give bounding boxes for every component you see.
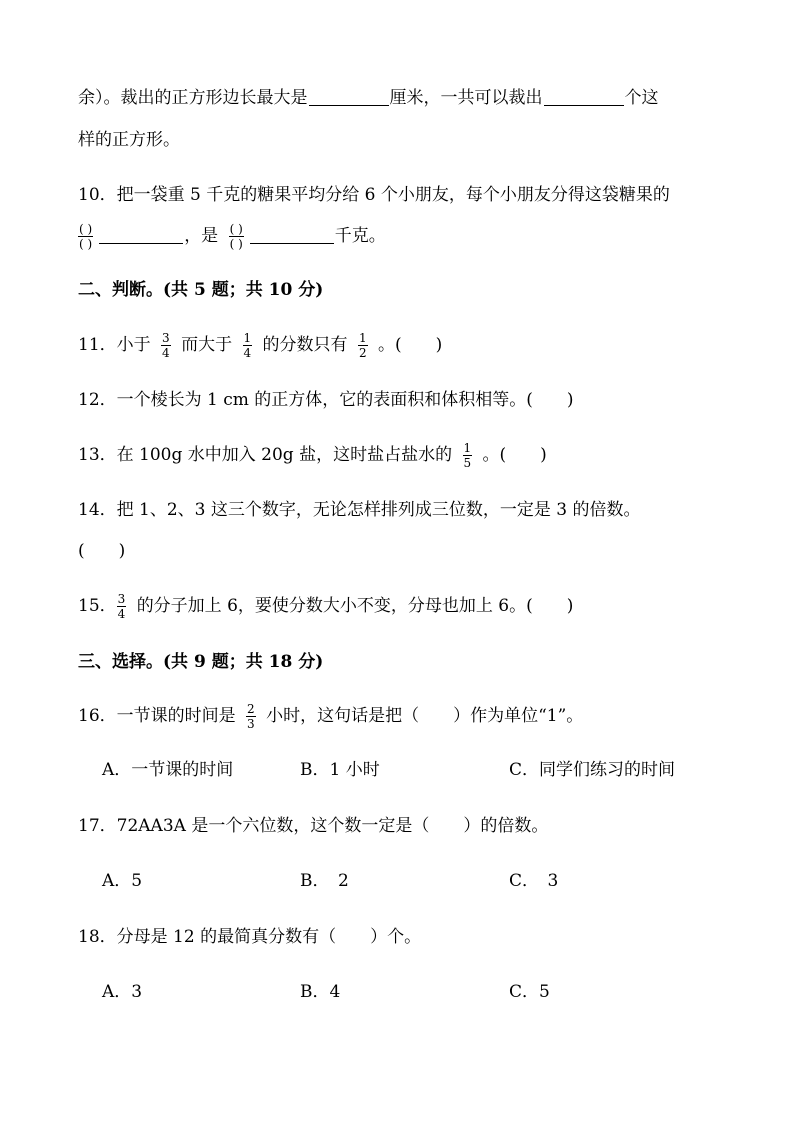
q14-line-2: ( ) bbox=[78, 541, 126, 561]
q10-blank-2[interactable] bbox=[250, 225, 334, 244]
q17-option-a[interactable]: A．5 bbox=[102, 871, 143, 891]
section-judge-title: 二、判断。(共 5 题；共 10 分) bbox=[78, 280, 324, 300]
q9-end-line-2 bbox=[78, 128, 180, 152]
q16-option-c[interactable]: C．同学们练习的时间 bbox=[509, 760, 676, 780]
q11-mid-1: 而大于 bbox=[181, 335, 233, 355]
q17-option-b[interactable]: B． 2 bbox=[300, 871, 349, 891]
q10-fraction-blank-1[interactable]: $\frac{( )}{( )}$ bbox=[79, 222, 93, 251]
q10-line-1 bbox=[78, 183, 670, 207]
q10-line-2 bbox=[78, 223, 386, 250]
q11-fraction-3: $\frac{1}{2}$ bbox=[358, 331, 367, 360]
q10-blank-1[interactable] bbox=[99, 225, 183, 244]
q10-end: 千克。 bbox=[334, 226, 386, 246]
q14-line-1: 14．把 1、2、3 这三个数字，无论怎样排列成三位数，一定是 3 的倍数。 bbox=[78, 500, 641, 520]
q17-option-c[interactable]: C． 3 bbox=[509, 871, 559, 891]
q16-option-b[interactable]: B．1 小时 bbox=[300, 760, 380, 780]
q13-fraction: $\frac{1}{5}$ bbox=[463, 441, 472, 470]
q12-line: 12．一个棱长为 1 cm 的正方体，它的表面积和体积相等。( ) bbox=[78, 390, 574, 410]
q16-prefix: 16．一节课的时间是 bbox=[78, 706, 236, 726]
q10-fraction-blank-2[interactable]: $\frac{( )}{( )}$ bbox=[229, 222, 243, 251]
q16-option-a[interactable]: A．一节课的时间 bbox=[102, 760, 234, 780]
q11-mid-2: 的分数只有 bbox=[262, 335, 348, 355]
q9-text-a: 余）。裁出的正方形边长最大是 bbox=[78, 88, 308, 108]
q9-blank-2[interactable] bbox=[544, 87, 624, 106]
q9-blank-1[interactable] bbox=[309, 87, 389, 106]
q16-line bbox=[78, 703, 583, 730]
q9-text-b: 厘米，一共可以裁出 bbox=[389, 88, 543, 108]
q15-line bbox=[78, 593, 573, 620]
q16-suffix: 小时，这句话是把（ ）作为单位“1”。 bbox=[266, 706, 584, 726]
q10-mid: ，是 bbox=[184, 226, 219, 246]
q13-suffix: 。( ) bbox=[482, 445, 547, 465]
q9-text-c: 个这 bbox=[624, 88, 659, 108]
q10-text: 10．把一袋重 5 千克的糖果平均分给 6 个小朋友，每个小朋友分得这袋糖果的 bbox=[78, 185, 670, 205]
q11-line bbox=[78, 332, 442, 359]
q13-line bbox=[78, 442, 547, 469]
q9-text-d: 样的正方形。 bbox=[78, 130, 180, 150]
q11-fraction-2: $\frac{1}{4}$ bbox=[243, 331, 252, 360]
q17-line: 17．72AA3A 是一个六位数，这个数一定是（ ）的倍数。 bbox=[78, 816, 549, 836]
q13-prefix: 13．在 100g 水中加入 20g 盐，这时盐占盐水的 bbox=[78, 445, 453, 465]
q18-option-a[interactable]: A．3 bbox=[102, 982, 143, 1002]
q9-end-line bbox=[78, 86, 659, 110]
q11-prefix: 11．小于 bbox=[78, 335, 151, 355]
q18-option-b[interactable]: B．4 bbox=[300, 982, 341, 1002]
q18-option-c[interactable]: C．5 bbox=[509, 982, 550, 1002]
q15-prefix: 15． bbox=[78, 596, 117, 616]
q15-suffix: 的分子加上 6，要使分数大小不变，分母也加上 6。( ) bbox=[136, 596, 574, 616]
q16-fraction: $\frac{2}{3}$ bbox=[247, 702, 255, 731]
q11-suffix: 。( ) bbox=[378, 335, 443, 355]
section-choice-title: 三、选择。(共 9 题；共 18 分) bbox=[78, 652, 324, 672]
q15-fraction: $\frac{3}{4}$ bbox=[117, 592, 126, 621]
q11-fraction-1: $\frac{3}{4}$ bbox=[162, 331, 170, 360]
q18-line: 18．分母是 12 的最简真分数有（ ）个。 bbox=[78, 927, 422, 947]
